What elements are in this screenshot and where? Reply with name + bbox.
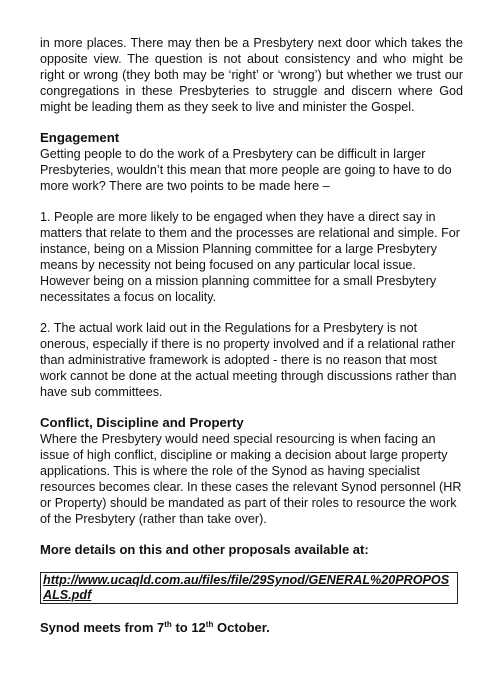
spacer	[40, 194, 463, 209]
conflict-heading: Conflict, Discipline and Property	[40, 415, 244, 430]
spacer	[40, 115, 463, 130]
spacer	[40, 604, 463, 620]
synod-meeting-text	[40, 620, 463, 636]
spacer	[40, 305, 463, 320]
engagement-point-1: 1. People are more likely to be engaged when they have a direct say in matters that relate to them and the processes are relational and simple. For instance, being on a Mission Planning committee for a large Presbytery means by necessity not being focused on any particular local issue. However being on a mission planning committee for a small Presbytery necessitates a focus on locality.	[40, 210, 461, 304]
engagement-heading: Engagement	[40, 130, 120, 145]
synod-sup-2: th	[205, 620, 214, 629]
spacer	[40, 400, 463, 415]
proposals-link[interactable]: http://www.ucaqld.com.au/files/file/29Synod/GENERAL%20PROPOSALS.pdf	[40, 572, 458, 604]
more-details-text: More details on this and other proposals available at:	[40, 542, 369, 557]
intro-paragraph: in more places. There may then be a Presbytery next door which takes the opposite view. The question is not about consistency and who might be right or wrong (they both may be ‘right’ or ‘wrong’) but whether we trust our congregations in these Presbyteries to struggle and discern where God might be leading them as they seek to live and minister the Gospel.	[40, 36, 463, 114]
synod-suffix: October.	[213, 620, 270, 635]
document-page	[40, 35, 463, 636]
spacer	[40, 558, 463, 572]
spacer	[40, 527, 463, 542]
engagement-paragraph: Getting people to do the work of a Presbytery can be difficult in larger Presbyteries, wouldn’t this mean that more people are going to have to do more work? There are two points to be made here –	[40, 147, 452, 193]
synod-sup-1: th	[164, 620, 172, 629]
conflict-paragraph: Where the Presbytery would need special resourcing is when facing an issue of high conflict, discipline or making a decision about large property applications. This is where the role of the Synod as having specialist resources becomes clear. In these cases the relevant Synod personnel (HR or Property) should be mandated as part of their roles to resource the work of the Presbytery (rather than take over).	[40, 432, 462, 526]
synod-prefix: Synod meets from 7	[40, 620, 165, 635]
synod-middle: to 12	[171, 620, 206, 635]
engagement-point-2: 2. The actual work laid out in the Regulations for a Presbytery is not onerous, especially if there is no property involved and if a relational rather than administrative framework is adopted - there is no reason that most work cannot be done at the actual meeting through discussions rather than have sub committees.	[40, 321, 457, 399]
